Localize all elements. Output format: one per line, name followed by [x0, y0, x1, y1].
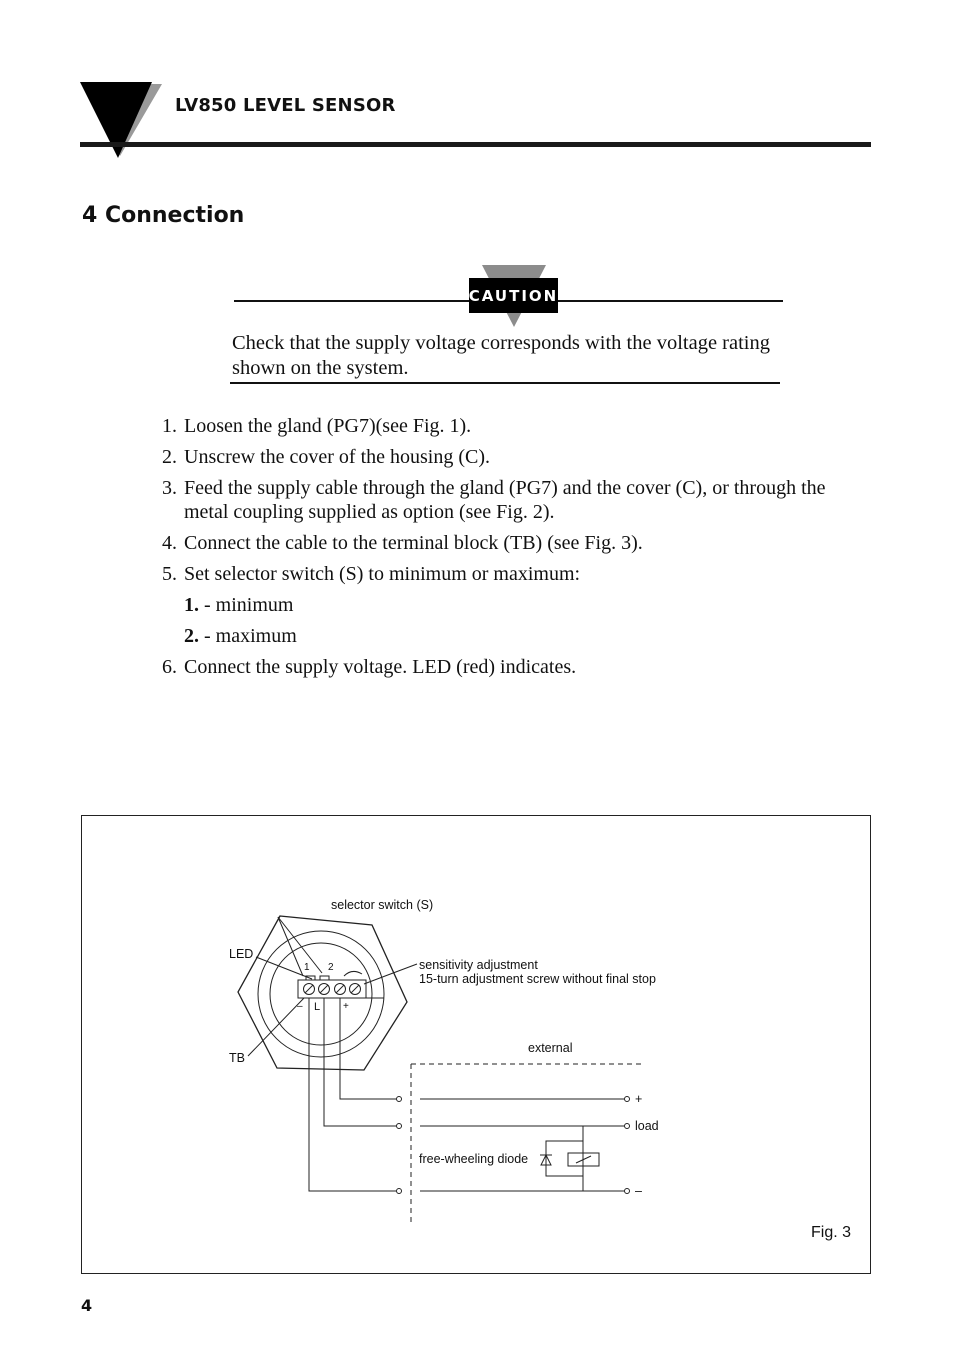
label-tb: TB: [229, 1051, 245, 1065]
label-terminal-l: L: [314, 1001, 321, 1013]
caution-text: Check that the supply voltage corresponds with the voltage rating shown on the system.: [232, 332, 770, 379]
sub-list-item: 1. - minimum: [184, 594, 294, 616]
list-item: 5. Set selector switch (S) to minimum or maximum:: [162, 563, 581, 585]
sub-list-item: 2. - maximum: [184, 625, 297, 647]
section-title: 4 Connection: [82, 203, 245, 228]
label-terminal-1: 1: [304, 962, 310, 973]
list-item: 3. Feed the supply cable through the gland (PG7) and the cover (C), or through the metal coupling supplied as option (see Fig. 2).: [162, 477, 826, 523]
wiring-diagram: [82, 816, 870, 1273]
label-diode: free-wheeling diode: [419, 1152, 529, 1166]
label-terminal-minus: –: [297, 1001, 303, 1012]
caution-underline: [230, 382, 780, 384]
label-sensitivity-detail: 15-turn adjustment screw without final stop: [419, 972, 656, 986]
header-rule: [80, 142, 871, 147]
label-load: load: [635, 1119, 659, 1133]
header-title: LV850 LEVEL SENSOR: [175, 95, 396, 116]
steps-list: [162, 414, 862, 686]
figure-caption: Fig. 3: [811, 1224, 852, 1241]
figure-3: [81, 815, 871, 1274]
label-selector-switch: selector switch (S): [331, 898, 434, 912]
caution-badge: CAUTION: [469, 278, 558, 313]
omega-logo-icon: [78, 82, 164, 162]
label-minus: –: [635, 1184, 642, 1198]
page-number: 4: [81, 1296, 93, 1315]
label-plus: +: [635, 1092, 643, 1106]
label-terminal-plus: +: [343, 1001, 349, 1012]
list-item: 2. Unscrew the cover of the housing (C).: [162, 446, 491, 468]
label-terminal-2: 2: [328, 962, 334, 973]
label-external: external: [528, 1041, 573, 1055]
list-item: 6. Connect the supply voltage. LED (red) indicates.: [162, 656, 577, 678]
caution-rule-left: [234, 300, 470, 302]
list-item: 1. Loosen the gland (PG7)(see Fig. 1).: [162, 415, 472, 437]
label-led: LED: [229, 947, 254, 961]
list-item: 4. Connect the cable to the terminal block (TB) (see Fig. 3).: [162, 532, 643, 554]
label-sensitivity: sensitivity adjustment: [419, 958, 538, 972]
caution-rule-right: [557, 300, 783, 302]
